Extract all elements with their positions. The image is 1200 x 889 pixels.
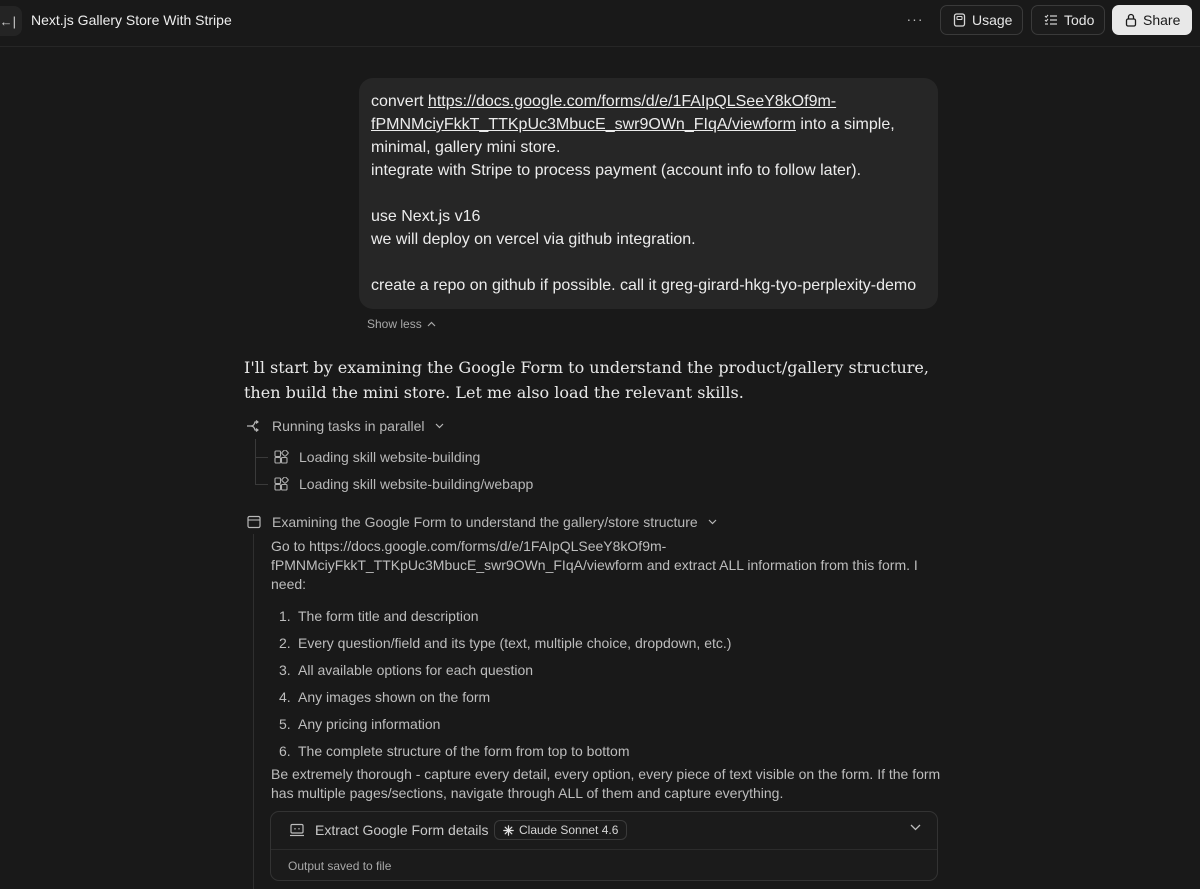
list-number: 3.	[279, 661, 291, 678]
list-item	[271, 629, 731, 656]
model-badge	[494, 820, 627, 840]
subtask-label: Loading skill website-building/webapp	[299, 476, 534, 492]
instruction-line: Go to https://docs.google.com/forms/d/e/1FAIpQLSeeY8kOf9m-	[271, 538, 667, 554]
instruction-line: fPMNMciyFkkT_TTKpUc3MbucE_swr9OWn_FIqA/viewform and extract ALL information from this form. I	[271, 557, 918, 573]
usage-button[interactable]	[940, 5, 1023, 35]
parallel-tasks-toggle[interactable]	[246, 418, 444, 434]
closing-instruction	[271, 765, 940, 803]
list-item	[271, 602, 731, 629]
subtask-item[interactable]	[273, 476, 533, 492]
todo-button[interactable]	[1031, 5, 1105, 35]
message-text: into a simple,	[795, 116, 895, 133]
list-item	[271, 683, 731, 710]
list-item	[271, 737, 731, 764]
list-number: 5.	[279, 715, 291, 732]
agent-laptop-icon	[289, 823, 305, 842]
examine-step-label: Examining the Google Form to understand the gallery/store structure	[272, 514, 698, 530]
form-link[interactable]: https://docs.google.com/forms/d/e/1FAIpQLSeeY8kOf9m-	[427, 93, 837, 110]
list-number: 4.	[279, 688, 291, 705]
sidebar-collapse-icon: ←|	[0, 13, 16, 29]
show-less-label: Show less	[367, 317, 422, 331]
subagent-card-header[interactable]	[271, 812, 937, 850]
message-text: we will deploy on vercel via github integration.	[371, 231, 696, 248]
model-name: Claude Sonnet 4.6	[519, 823, 619, 837]
share-label: Share	[1143, 12, 1181, 28]
skill-blocks-icon	[273, 476, 289, 492]
list-item	[271, 656, 731, 683]
subagent-output-status: Output saved to file	[288, 859, 392, 873]
instruction-line: Be extremely thorough - capture every detail, every option, every piece of text visible on the form. If the form	[271, 766, 941, 782]
lock-icon	[1125, 13, 1137, 27]
chevron-up-icon	[427, 321, 436, 327]
subagent-card[interactable]	[270, 811, 938, 881]
step-connector	[253, 534, 254, 889]
usage-label: Usage	[972, 12, 1013, 28]
more-options-button[interactable]: ···	[906, 11, 924, 27]
chevron-down-icon	[708, 519, 717, 525]
skill-blocks-icon	[273, 449, 289, 465]
browser-window-icon	[246, 514, 262, 530]
user-message-bubble	[359, 78, 938, 309]
instruction-line: has multiple pages/sections, navigate through ALL of them and capture everything.	[271, 785, 784, 801]
list-number: 1.	[279, 607, 291, 624]
chevron-down-icon	[435, 423, 444, 429]
parallel-tasks-label: Running tasks in parallel	[272, 418, 425, 434]
list-number: 6.	[279, 742, 291, 759]
instruction-line: need:	[271, 576, 307, 592]
list-text: All available options for each question	[298, 661, 534, 678]
subagent-title: Extract Google Form details	[315, 822, 489, 838]
claude-spark-icon	[503, 825, 514, 836]
instruction-text	[271, 537, 918, 594]
todo-label: Todo	[1064, 12, 1095, 28]
form-link-continued[interactable]: fPMNMciyFkkT_TTKpUc3MbucE_swr9OWn_FIqA/viewform	[371, 116, 796, 133]
list-text: Any pricing information	[298, 715, 441, 732]
show-less-toggle[interactable]	[367, 317, 436, 331]
instruction-list	[271, 602, 731, 764]
chevron-down-icon[interactable]	[910, 824, 921, 831]
tree-connector	[256, 484, 268, 485]
list-text: The form title and description	[298, 607, 479, 624]
list-text: Any images shown on the form	[298, 688, 491, 705]
message-text: use Next.js v16	[371, 208, 481, 225]
subtask-label: Loading skill website-building	[299, 449, 481, 465]
page-title: Next.js Gallery Store With Stripe	[31, 12, 232, 28]
tree-connector	[256, 457, 268, 458]
top-bar	[0, 0, 1200, 47]
collapse-sidebar-button[interactable]	[0, 6, 22, 36]
message-text: convert	[371, 93, 428, 110]
list-text: The complete structure of the form from top to bottom	[298, 742, 630, 759]
message-text: create a repo on github if possible. call it greg-girard-hkg-tyo-perplexity-demo	[371, 277, 917, 294]
list-text: Every question/field and its type (text, multiple choice, dropdown, etc.)	[298, 634, 732, 651]
usage-icon	[953, 13, 966, 27]
examine-step-toggle[interactable]	[246, 514, 717, 530]
message-text: minimal, gallery mini store.	[371, 139, 561, 156]
message-text: integrate with Stripe to process payment (account info to follow later).	[371, 162, 862, 179]
list-item	[271, 710, 731, 737]
list-number: 2.	[279, 634, 291, 651]
share-button[interactable]	[1112, 5, 1192, 35]
checklist-icon	[1044, 14, 1058, 26]
assistant-intro: I'll start by examining the Google Form to understand the product/gallery structure, then build the mini store. Let me also load the relevant skills.	[244, 358, 929, 402]
tree-connector	[255, 439, 256, 485]
branch-icon	[246, 418, 262, 434]
subtask-item[interactable]	[273, 449, 480, 465]
